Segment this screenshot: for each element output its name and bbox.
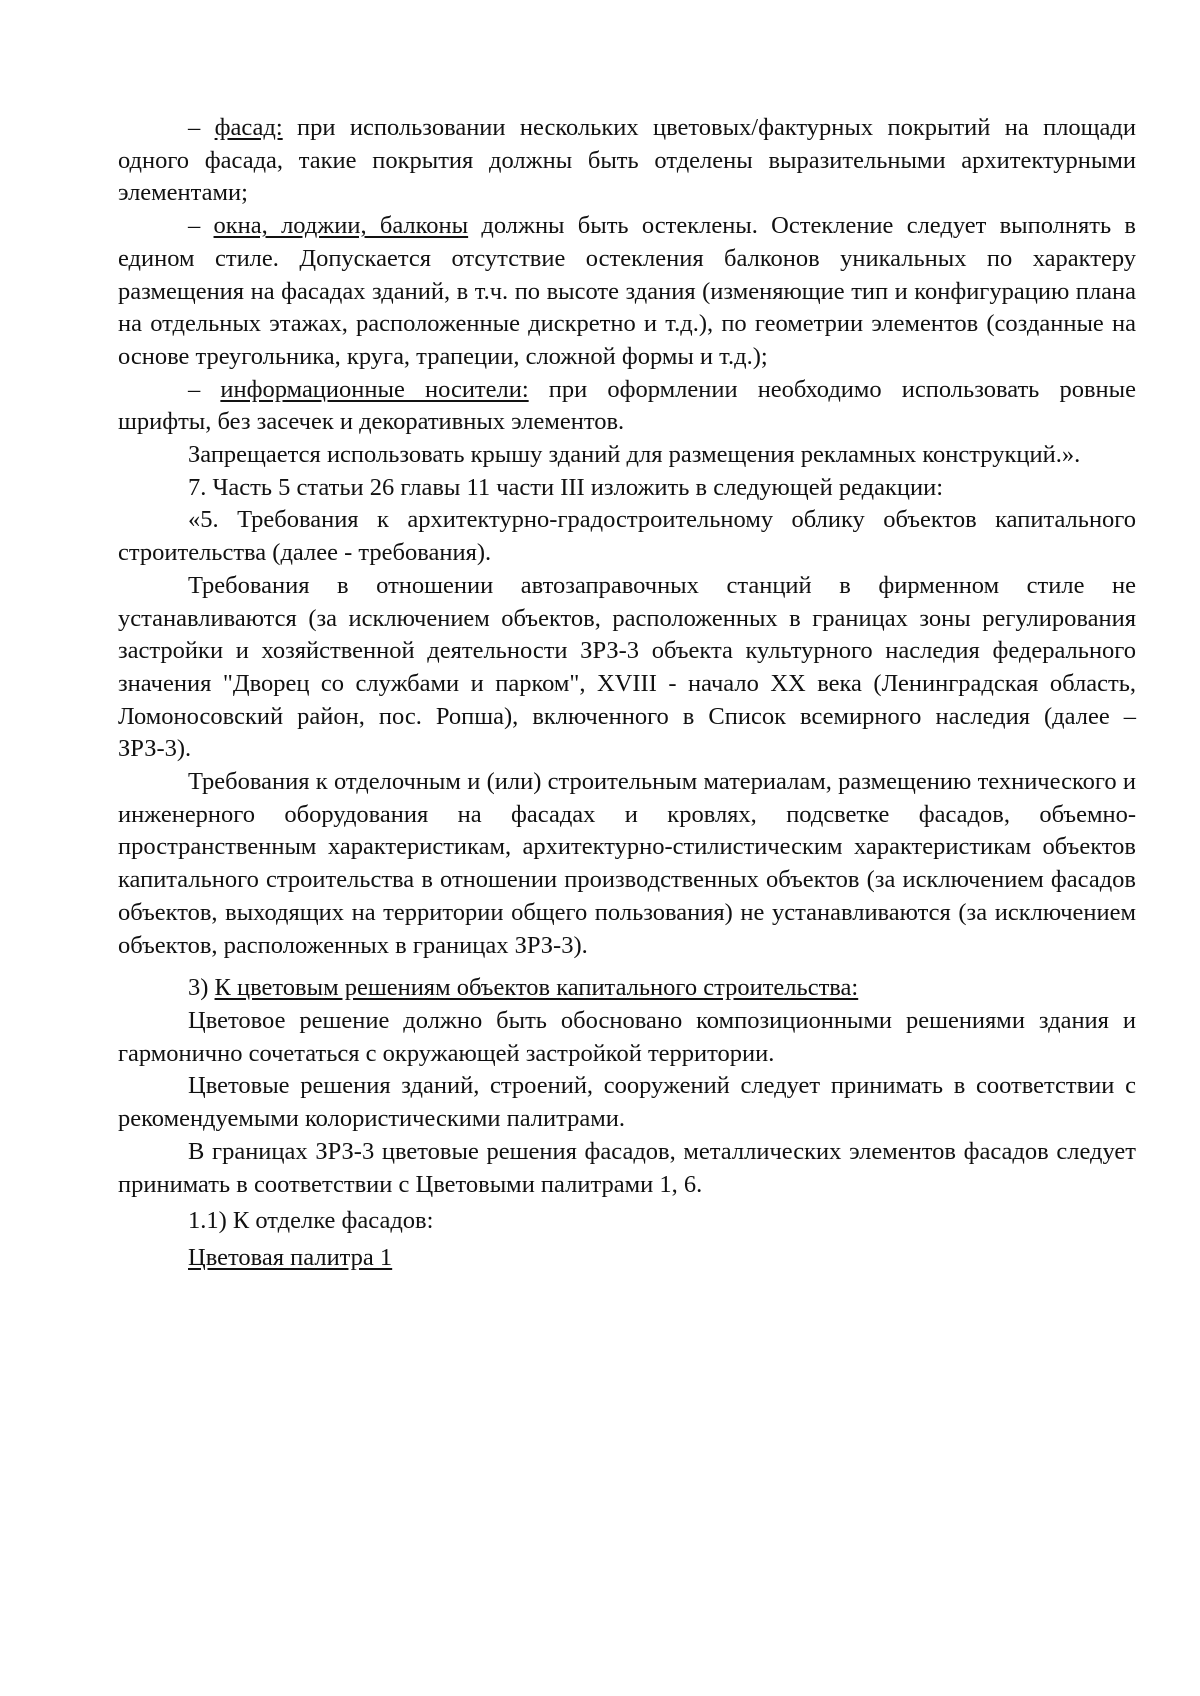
term-windows: окна, лоджии, балконы xyxy=(213,212,469,240)
dash: – xyxy=(188,375,221,403)
term-info-carriers: информационные носители: xyxy=(220,375,529,403)
paragraph-info-carriers xyxy=(118,374,1136,439)
palette-1-title: Цветовая палитра 1 xyxy=(188,1243,393,1271)
paragraph-windows xyxy=(118,210,1136,374)
paragraph-color-palettes: Цветовые решения зданий, строений, сооружений следует принимать в соответствии с рекомендуемыми колористическими палитрами. xyxy=(118,1072,1136,1133)
item-number: 3) xyxy=(188,974,215,1002)
facade-text: при использовании нескольких цветовых/фактурных покрытий на площади одного фасада, такие покрытия должны быть отделены выразительными архитектурными элементами; xyxy=(118,114,1136,207)
paragraph-color-heading xyxy=(118,972,1136,1005)
paragraph-requirements: «5. Требования к архитектурно-градостроительному облику объектов капитального строительства (далее - требования). xyxy=(118,506,1136,567)
paragraph-roof-ban: Запрещается использовать крышу зданий для размещения рекламных конструкций.». xyxy=(188,441,1081,469)
paragraph-facade xyxy=(118,112,1136,210)
document-body xyxy=(118,112,1136,1275)
paragraph-materials: Требования к отделочным и (или) строительным материалам, размещению технического и инженерного оборудования на фасадах и кровлях, подсветке фасадов, объемно-пространственным характеристикам, архитектурно-стилистическим характеристикам объектов капитального строительства в отношении производственных объектов (за исключением фасадов объектов, выходящих на территории общего пользования) не устанавливаются (за исключением объектов, расположенных в границах ЗРЗ-3). xyxy=(118,768,1136,959)
dash: – xyxy=(188,114,215,141)
paragraph-facade-finish: 1.1) К отделке фасадов: xyxy=(188,1207,434,1235)
term-facade: фасад: xyxy=(214,114,283,141)
color-heading: К цветовым решениям объектов капитального строительства: xyxy=(214,974,859,1002)
paragraph-color-justification: Цветовое решение должно быть обосновано композиционными решениями здания и гармонично сочетаться с окружающей застройкой территории. xyxy=(118,1006,1136,1067)
windows-text: должны быть остеклены. Остекление следует выполнять в едином стиле. Допускается отсутствие остекления балконов уникальных по характеру размещения на фасадах зданий, в т.ч. по высоте здания (изменяющие тип и конфигурацию плана на отдельных этажах, расположенные дискретно и т.д.), по геометрии элементов (созданные на основе треугольника, круга, трапеции, сложной формы и т.д.); xyxy=(118,212,1136,370)
dash: – xyxy=(188,212,214,240)
palette-1-heading xyxy=(118,1242,1136,1275)
info-carriers-text: при оформлении необходимо использовать ровные шрифты, без засечек и декоративных элементов. xyxy=(118,375,1136,436)
paragraph-zrz3-colors: В границах ЗРЗ-3 цветовые решения фасадов, металлических элементов фасадов следует принимать в соответствии с Цветовыми палитрами 1, 6. xyxy=(118,1137,1136,1198)
paragraph-item-7: 7. Часть 5 статьи 26 главы 11 части III изложить в следующей редакции: xyxy=(188,473,944,501)
paragraph-gas-stations: Требования в отношении автозаправочных станций в фирменном стиле не устанавливаются (за исключением объектов, расположенных в границах зоны регулирования застройки и хозяйственной деятельности ЗРЗ-3 объекта культурного наследия федерального значения "Дворец со службами и парком", XVIII - начало XX века (Ленинградская область, Ломоносовский район, пос. Ропша), включенного в Список всемирного наследия (далее – ЗРЗ-3). xyxy=(118,571,1136,763)
